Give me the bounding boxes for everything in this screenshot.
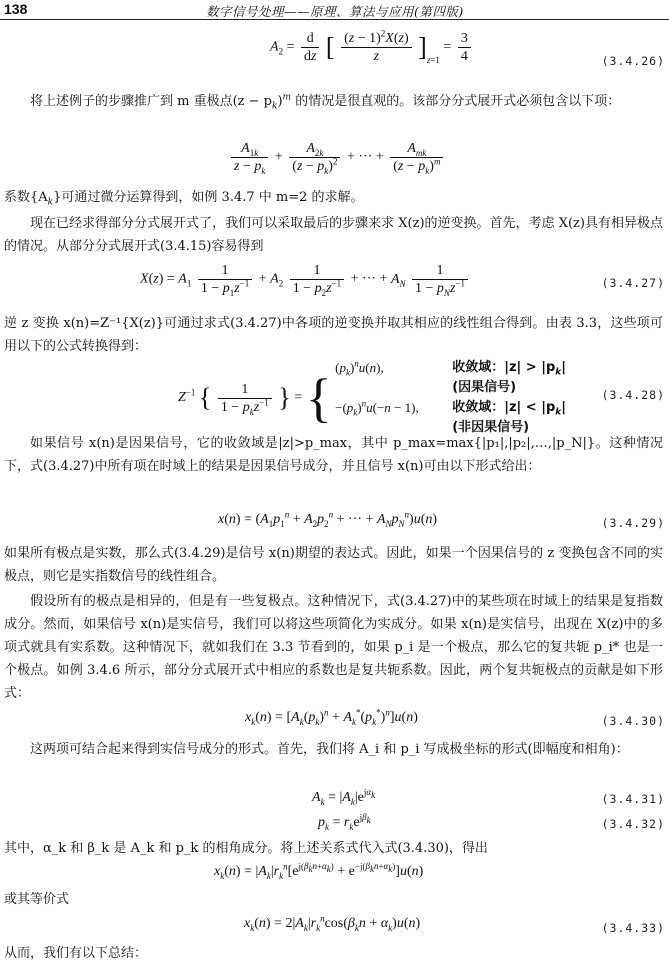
paragraph-6: 如果所有极点是实数，那么式(3.4.29)是信号 x(n)期望的表达式。因此，如果一个因果信号的 z 变换包含不同的实极点，则它是实指数信号的线性组合。 xyxy=(4,546,663,584)
eq-number-31: (3.4.31) xyxy=(601,792,665,806)
paragraph-10: 或其等价式 xyxy=(4,892,70,907)
p2b-text: }可通过微分运算得到，如例 3.4.7 中 m=2 的求解。 xyxy=(53,190,364,205)
anticausal-roc: 收敛域：|z| < |p xyxy=(452,400,556,415)
p1-text: 将上述例子的步骤推广到 m 重极点(z − p xyxy=(30,94,272,109)
p2-text: 系数{A xyxy=(4,190,48,205)
causal-note: (因果信号) xyxy=(452,380,517,395)
paragraph-4: 逆 z 变换 x(n)=Z⁻¹{X(z)}可通过求式(3.4.27)中各项的逆变换并取其相应的线性组合得到。由表 3.3，这些项可用以下的公式转换得到： xyxy=(4,316,663,354)
paragraph-2: 系数$\{A_k\}$可通过微分运算得到，如例 3.4.7 中 m=2 的求解。 xyxy=(4,190,364,208)
paragraph-8: 这两项可结合起来得到实信号成分的形式。首先，我们将 A_i 和 p_i 写成极坐标的形式(即幅度和相角)： xyxy=(30,742,629,757)
equation-expanded: $x_k(n) = |A_k|r_k^n[e^{j(\beta_kn+\alpha_k)} + e^{-j(\beta_kn+\alpha_k)}]u(n)$ xyxy=(214,861,424,881)
eq-number-32: (3.4.32) xyxy=(601,817,665,831)
p1c-text: 的情况是很直观的。该部分分式展开式必须包含以下项： xyxy=(291,94,621,109)
eq-number-26: (3.4.26) xyxy=(601,54,665,68)
running-title: 数字信号处理——原理、算法与应用(第四版) xyxy=(206,4,464,19)
page-number: 138 xyxy=(4,1,28,17)
paragraph-7: 假设所有的极点是相异的，但是有一些复极点。这种情况下，式(3.4.27)中的某些项在时域上的结果是复指数成分。然而，如果信号 x(n)是实信号，我们可以将这些项简化为实成分。如果 x(n)是实信号，出现在 X(z)中的多项式就具有实系数。这种情况下，就如我们在 3.3 节看到的，如果 p_i 是一个极点，那么它的复共轭 p_i* 也是一个极点。如例 3.4.6 所示，部分分式展开式中相应的系数也是复共轭系数。因此，两个复共轭极点的贡献是如下形式： xyxy=(4,594,663,701)
equation-partial-fractions: $\frac{A_{1k}}{z - p_k}$ + $\frac{A_{2k}}{(z - p_k)^2}$ + ··· + $\frac{A_{mk}}{(z - p_k)^m}$ xyxy=(228,140,446,175)
equation-3-4-33: $x_k(n) = 2|A_k|r_k^n\cos(\beta_kn + \alpha_k)u(n)$ xyxy=(244,913,421,933)
equation-3-4-26: $A_2$ = $\frac{d}{dz}$ [ $\frac{(z - 1)^2X(z)}{z}$ ]$_{z=1}$ = $\frac{3}{4}$ xyxy=(270,30,474,65)
page-header xyxy=(0,0,669,20)
header-rule xyxy=(0,19,669,20)
equation-3-4-27: $X(z) = A_1$ $\frac{1}{1 - p_1z^{-1}}$ + $A_2$ $\frac{1}{1 - p_2z^{-1}}$ + ··· + $A_N$ $\frac{1}{1 - p_Nz^{-1}}$ xyxy=(140,262,471,297)
anticausal-note: (非因果信号) xyxy=(452,420,530,435)
eq-number-29: (3.4.29) xyxy=(601,516,665,530)
equation-3-4-29: $x(n) = (A_1p_1^n + A_2p_2^n$ + ··· + $A_Np_N^n)u(n)$ xyxy=(218,509,438,529)
equation-3-4-30: $x_k(n) = [A_k(p_k)^n + A_k^*(p_k^*)^n]u(n)$ xyxy=(245,707,418,727)
eq-number-30: (3.4.30) xyxy=(601,714,665,728)
p1b-text: ) xyxy=(277,94,283,109)
eq-number-27: (3.4.27) xyxy=(601,276,665,290)
paragraph-9: 其中，α_k 和 β_k 是 A_k 和 p_k 的相角成分。将上述关系式代入式(3.4.30)，得出 xyxy=(4,841,488,856)
eq-number-33: (3.4.33) xyxy=(601,921,665,935)
paragraph-5: 如果信号 x(n)是因果信号，它的收敛域是|z|>p_max，其中 p_max=max{|p₁|,|p₂|,…,|p_N|}。这种情况下，式(3.4.27)中所有项在时域上的结果是因果信号成分，并且信号 x(n)可由以下形式给出： xyxy=(4,436,663,474)
causal-roc: 收敛域：|z| > |p xyxy=(452,360,556,375)
equation-3-4-28: $Z^{-1}$ { $\frac{1}{1 - p_kz^{-1}}$ } = { $(p_k)^nu(n)$, $-(p_k)^nu(-n - 1)$, 收敛域：$|z| > |p_k|$ (因果信号) 收敛域：$|z| < |p_k|$ (非因果信号) xyxy=(178,358,566,438)
equation-3-4-32: $p_k = r_ke^{j\beta_k}$ xyxy=(318,812,371,832)
eq-number-28: (3.4.28) xyxy=(601,388,665,402)
paragraph-3: 现在已经求得部分分式展开式了，我们可以采取最后的步骤来求 X(z)的逆变换。首先，考虑 X(z)具有相异极点的情况。从部分分式展开式(3.4.15)容易得到 xyxy=(4,216,663,254)
paragraph-11: 从而，我们有以下总结： xyxy=(4,946,148,961)
equation-3-4-31: $A_k = |A_k|e^{j\alpha_k}$ xyxy=(312,787,376,807)
paragraph-1: 将上述例子的步骤推广到 m 重极点$(z - p_k)^m$ 的情况是很直观的。该部分分式展开式必须包含以下项： xyxy=(30,92,621,112)
